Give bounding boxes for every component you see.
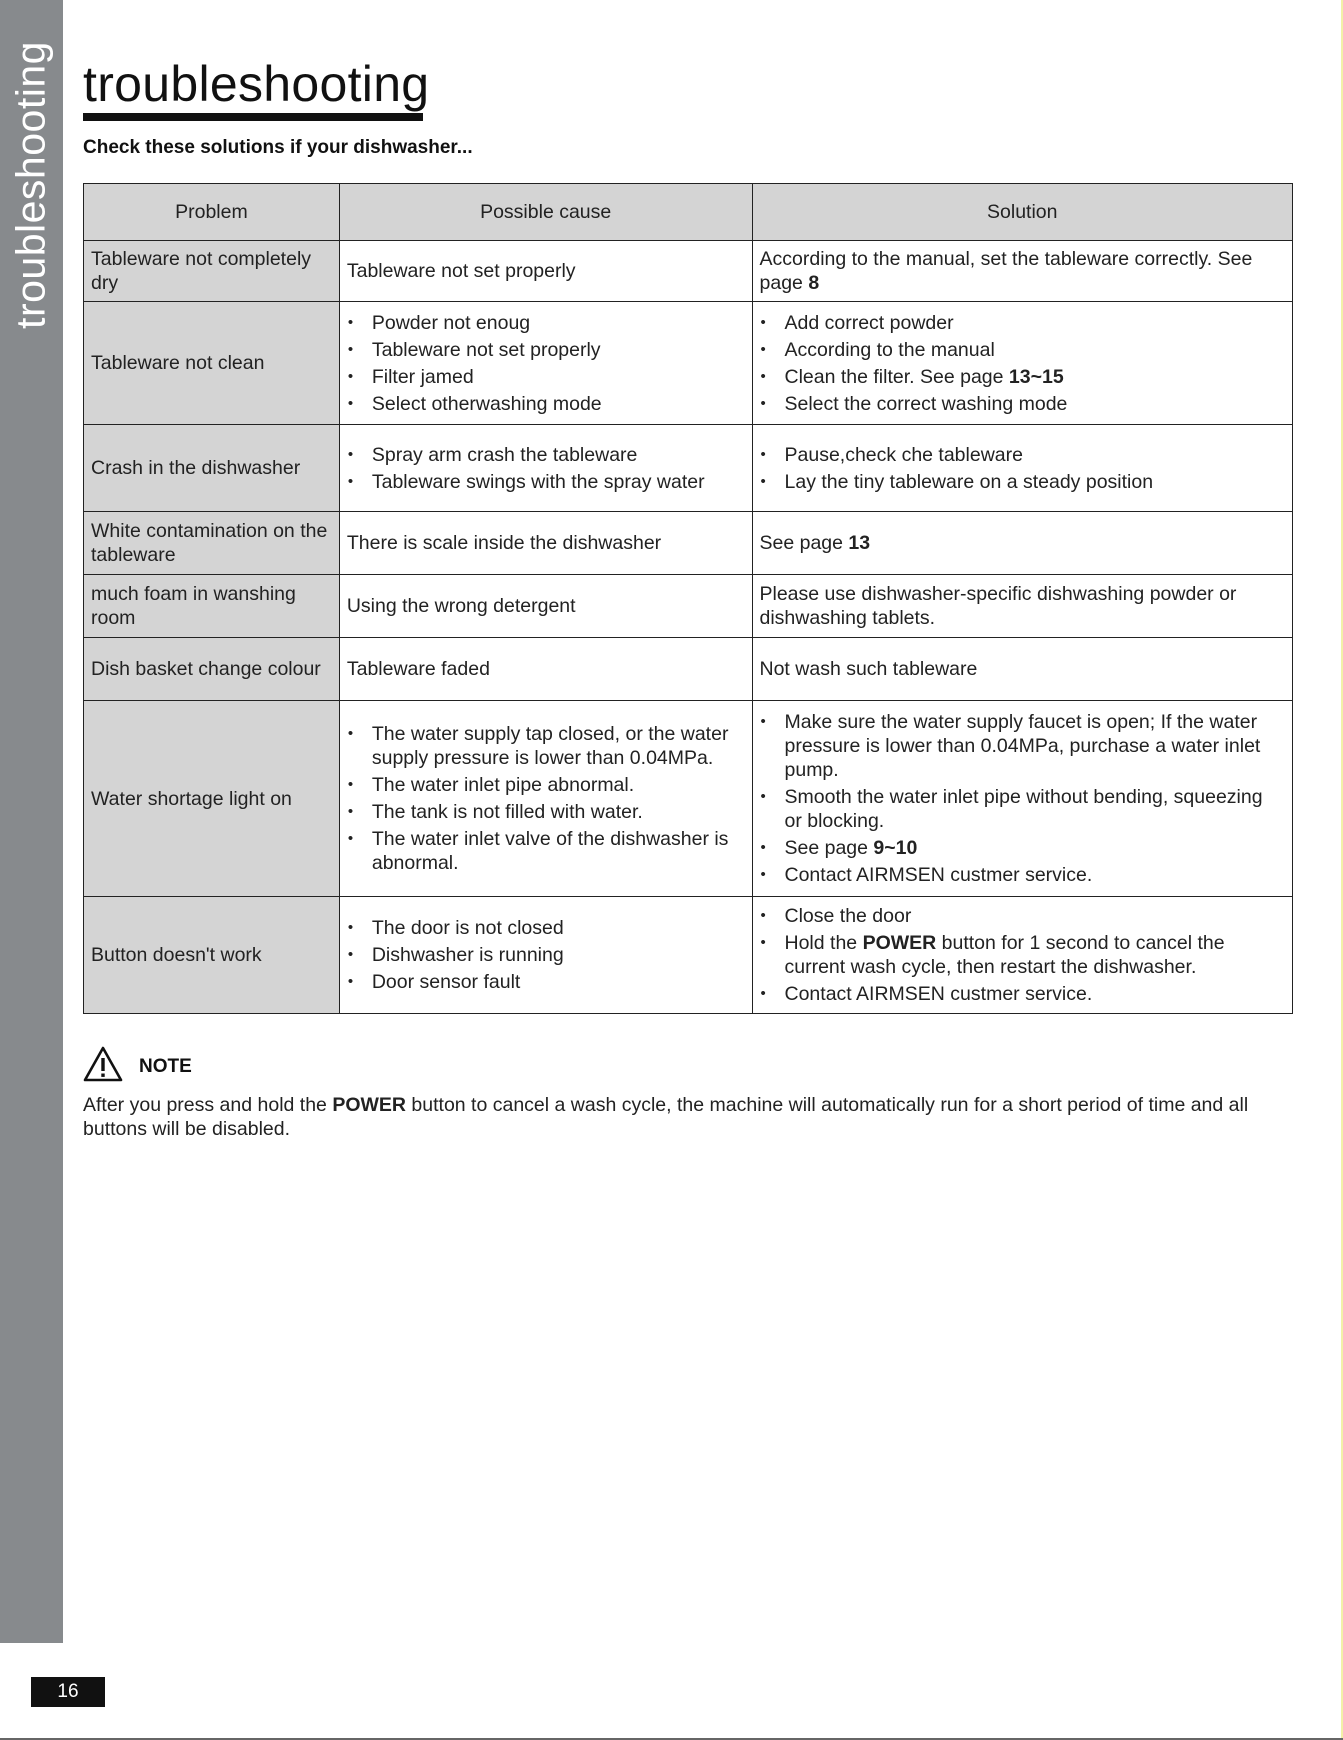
cause-item: • The water inlet pipe abnormal. <box>347 773 745 797</box>
problem-cell: White contamination on the tableware <box>84 512 340 575</box>
cause-cell: Using the wrong detergent <box>339 575 752 638</box>
cause-cell <box>339 302 752 425</box>
table-row <box>84 575 1293 638</box>
table-row <box>84 512 1293 575</box>
solution-item <box>760 836 1286 860</box>
table-row <box>84 302 1293 425</box>
cause-cell: Tableware faded <box>339 638 752 701</box>
page-title: troubleshooting <box>83 56 430 112</box>
problem-cell: Button doesn't work <box>84 897 340 1014</box>
problem-cell: much foam in wanshing room <box>84 575 340 638</box>
solution-item: • Contact AIRMSEN custmer service. <box>760 982 1286 1006</box>
cause-item: • Filter jamed <box>347 365 745 389</box>
solution-cell <box>752 512 1293 575</box>
solution-text: See page <box>759 532 849 554</box>
solution-cell <box>752 302 1293 425</box>
cause-item: • The tank is not filled with water. <box>347 800 745 824</box>
solution-item: • According to the manual <box>760 338 1286 362</box>
solution-item: • Pause,check che tableware <box>760 443 1286 467</box>
cause-item: • The door is not closed <box>347 916 745 940</box>
solution-item: • Smooth the water inlet pipe without bending, squeezing or blocking. <box>760 785 1286 833</box>
note-text <box>83 1093 1293 1141</box>
problem-cell: Water shortage light on <box>84 701 340 897</box>
cause-item: • Spray arm crash the tableware <box>347 443 745 467</box>
cause-cell <box>339 701 752 897</box>
header-cause: Possible cause <box>339 184 752 241</box>
side-tab-label: troubleshooting <box>7 41 54 329</box>
table-row <box>84 897 1293 1014</box>
cause-item: • The water inlet valve of the dishwasher is abnormal. <box>347 827 745 875</box>
table-row <box>84 241 1293 302</box>
solution-item <box>760 365 1286 389</box>
warning-triangle-icon <box>83 1046 123 1082</box>
power-button-label: POWER <box>862 932 937 954</box>
cause-item: • Select otherwashing mode <box>347 392 745 416</box>
page-number: 16 <box>31 1677 105 1707</box>
page-reference: 8 <box>808 272 820 294</box>
solution-item: • Contact AIRMSEN custmer service. <box>760 863 1286 887</box>
solution-item: • Lay the tiny tableware on a steady position <box>760 470 1286 494</box>
cause-item: • The water supply tap closed, or the water supply pressure is lower than 0.04MPa. <box>347 722 745 770</box>
header-problem: Problem <box>84 184 340 241</box>
page-reference: 13 <box>848 532 871 554</box>
note-text-part: After you press and hold the <box>83 1094 333 1116</box>
solution-item <box>760 931 1286 979</box>
table-row <box>84 638 1293 701</box>
solution-item: • Close the door <box>760 904 1286 928</box>
solution-cell <box>752 701 1293 897</box>
cause-item: • Tableware not set properly <box>347 338 745 362</box>
cause-item: • Powder not enoug <box>347 311 745 335</box>
table-header-row <box>84 184 1293 241</box>
cause-item: • Dishwasher is running <box>347 943 745 967</box>
solution-cell <box>752 425 1293 512</box>
solution-text: See page <box>784 837 874 859</box>
solution-item: • Make sure the water supply faucet is open; If the water pressure is lower than 0.04MPa, purchase a water inlet pump. <box>760 710 1286 782</box>
page-reference: 13~15 <box>1008 365 1064 388</box>
cause-item: • Tableware swings with the spray water <box>347 470 745 494</box>
solution-cell <box>752 897 1293 1014</box>
solution-cell: Please use dishwasher-specific dishwashing powder or dishwashing tablets. <box>752 575 1293 638</box>
title-underline <box>83 113 423 121</box>
problem-cell: Tableware not completely dry <box>84 241 340 302</box>
solution-item: • Add correct powder <box>760 311 1286 335</box>
problem-cell: Tableware not clean <box>84 302 340 425</box>
cause-cell: There is scale inside the dishwasher <box>339 512 752 575</box>
problem-cell: Dish basket change colour <box>84 638 340 701</box>
cause-cell: Tableware not set properly <box>339 241 752 302</box>
table-row <box>84 701 1293 897</box>
solution-text: According to the manual, set the tableware correctly. See page <box>759 248 1253 294</box>
table-row <box>84 425 1293 512</box>
solution-text: Clean the filter. See page <box>784 365 1009 388</box>
cause-item: • Door sensor fault <box>347 970 745 994</box>
solution-cell <box>752 241 1293 302</box>
solution-text: Hold the <box>784 932 863 954</box>
note-label: NOTE <box>139 1056 192 1077</box>
solution-cell: Not wash such tableware <box>752 638 1293 701</box>
subtitle: Check these solutions if your dishwasher... <box>83 137 473 158</box>
power-button-label: POWER <box>332 1094 406 1116</box>
note-text-part: button to cancel a wash cycle, the machine will automatically run for a short period of time and all buttons will be disabled. <box>83 1094 1249 1140</box>
solution-text: button for 1 second to cancel the current wash cycle, then restart the dishwasher. <box>784 932 1225 978</box>
cause-cell <box>339 425 752 512</box>
solution-item: • Select the correct washing mode <box>760 392 1286 416</box>
header-solution: Solution <box>752 184 1293 241</box>
troubleshooting-table <box>83 183 1293 1014</box>
page-reference: 9~10 <box>873 837 918 859</box>
side-tab <box>0 0 63 1643</box>
cause-cell <box>339 897 752 1014</box>
problem-cell: Crash in the dishwasher <box>84 425 340 512</box>
